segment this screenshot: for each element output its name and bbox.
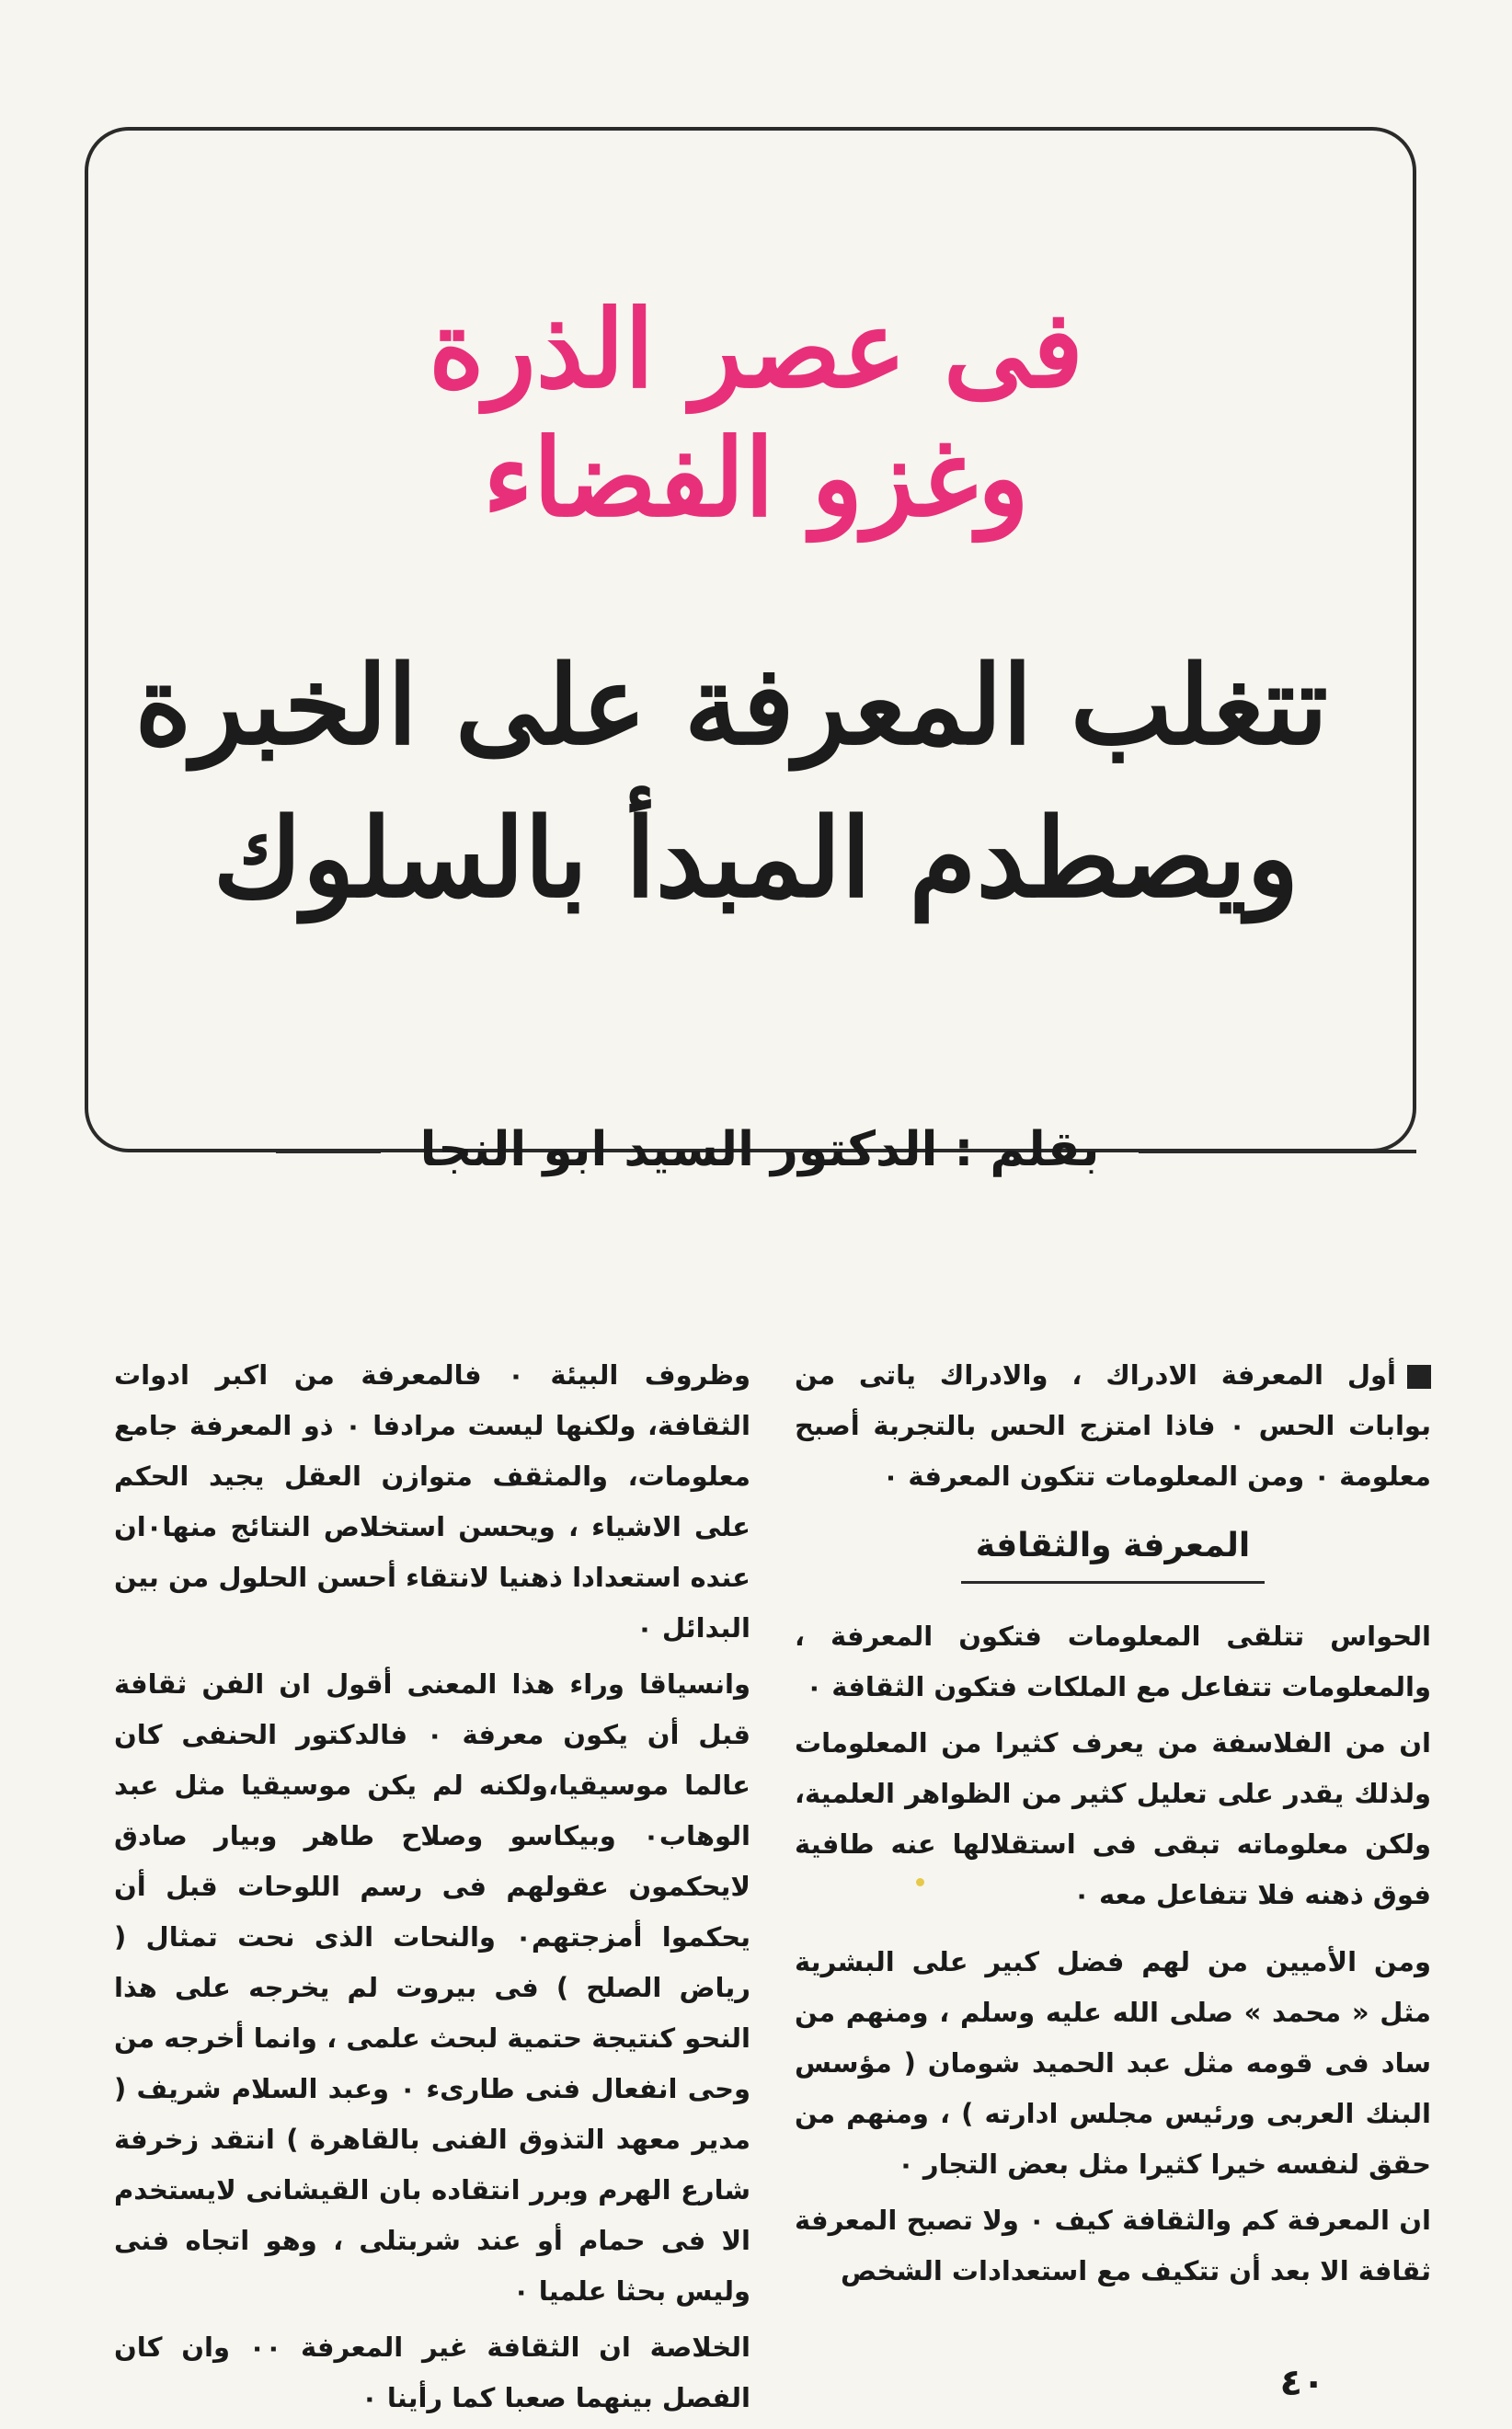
paragraph: الحواس تتلقى المعلومات فتكون المعرفة ، والمعلومات تتفاعل مع الملكات فتكون الثقافة ٠ (795, 1621, 1431, 1702)
ink-speck (916, 1878, 924, 1886)
subheading-text: المعرفة والثقافة (961, 1518, 1265, 1584)
byline: بقلم : الدكتور السيد ابو النجا (419, 1122, 1100, 1177)
square-bullet-icon (1407, 1365, 1431, 1389)
paragraph: ان المعرفة كم والثقافة كيف ٠ ولا تصبح المعرفة ثقافة الا بعد أن تتكيف مع استعدادات الشخص (795, 2205, 1431, 2286)
headline-line-2: ويصطدم المبدأ بالسلوك (212, 794, 1300, 922)
page-number: ٤٠ (1279, 2362, 1325, 2404)
headline-line-1: تتغلب المعرفة على الخبرة (134, 641, 1328, 769)
paragraph: وانسياقا وراء هذا المعنى أقول ان الفن ثقافة قبل أن يكون معرفة ٠ فالدكتور الحنفى كان عالما موسيقيا،ولكنه لم يكن موسيقيا مثل عبد الوهاب٠ وبيكاسو وصلاح طاهر وبيار صادق لايحكمون عقولهم فى رسم اللوحات قبل أن يحكموا أمزجتهم٠ والنحات الذى نحت تمثال ( رياض الصلح ) فى بيروت لم يخرجه على هذا النحو كنتيجة حتمية لبحث علمى ، وانما أخرجه من وحى انفعال فنى طارىء ٠ وعبد السلام شريف ( مدير معهد التذوق الفنى بالقاهرة ) انتقد زخرفة شارع الهرم وبرر انتقاده بان القيشانى لايستخدم الا فى حمام أو عند شربتلى ، وهو اتجاه فنى وليس بحثا علميا ٠ (114, 1668, 750, 2307)
paragraph: وظروف البيئة ٠ فالمعرفة من اكبر ادوات الثقافة، ولكنها ليست مرادفا ٠ ذو المعرفة جامع معلومات، والمثقف متوازن العقل يجيد الحكم على الاشياء ، ويحسن استخلاص النتائج منها٠ان عنده استعدادا ذهنيا لانتقاء أحسن الحلول من بين البدائل ٠ (114, 1359, 751, 1644)
paragraph-text: أول المعرفة الادراك ، والادراك ياتى من بوابات الحس ٠ فاذا امتزج الحس بالتجربة أصبح معلومة ٠ ومن المعلومات تتكون المعرفة ٠ (795, 1359, 1431, 1492)
kicker-line-1: فى عصر الذرة (429, 287, 1083, 412)
section-subheading (795, 1518, 1431, 1584)
paragraph: الخلاصة ان الثقافة غير المعرفة ٠٠ وان كان الفصل بينهما صعبا كما رأينا ٠ (114, 2332, 751, 2413)
title-frame (85, 127, 1416, 1152)
byline-rule-right (1139, 1150, 1416, 1153)
paragraph (795, 1350, 1431, 1502)
right-column (795, 1350, 1431, 2302)
left-column (114, 1350, 750, 2429)
kicker-line-2: وغزو الفضاء (483, 416, 1029, 541)
byline-rule-left (276, 1150, 381, 1153)
paragraph: ومن الأميين من لهم فضل كبير على البشرية مثل « محمد » صلى الله عليه وسلم ، ومنهم من ساد فى قومه مثل عبد الحميد شومان ( مؤسس البنك العربى ورئيس مجلس ادارته ) ، ومنهم من حقق لنفسه خيرا كثيرا مثل بعض التجار ٠ (795, 1946, 1431, 2180)
paragraph: ان من الفلاسفة من يعرف كثيرا من المعلومات ولذلك يقدر على تعليل كثير من الظواهر العلمية، ولكن معلوماته تبقى فى استقلالها عنه طافية فوق ذهنه فلا تتفاعل معه ٠ (795, 1727, 1431, 1910)
